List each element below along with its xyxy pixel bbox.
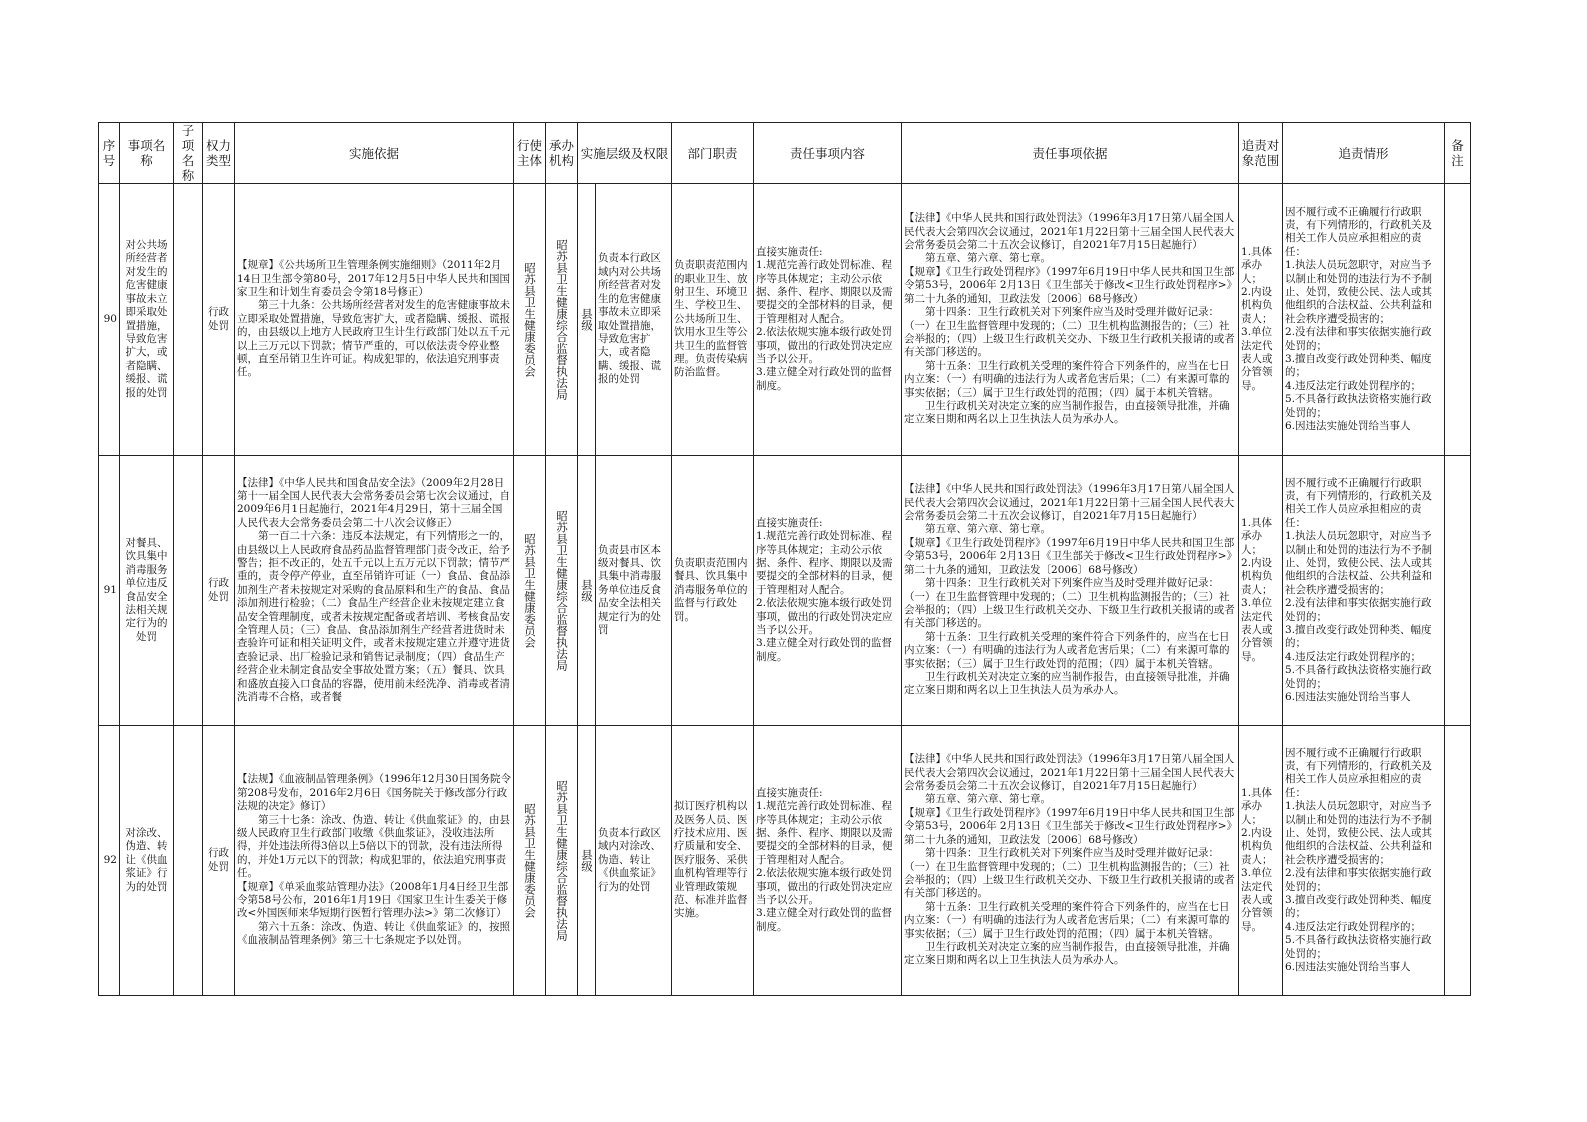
header-resp-content: 责任事项内容 xyxy=(754,123,902,184)
row-scope: 1.具体承办人； 2.内设机构负责人； 3.单位法定代表人或分管领导。 xyxy=(1241,786,1273,933)
row-power-type: 行政处罚 xyxy=(203,456,235,726)
row-resp-basis: 【法律】《中华人民共和国行政处罚法》（1996年3月17日第八届全国人民代表大会第四次会议通过，2021年1月22日第十三届全国人民代表大会常务委员会第二十五次会议修订，自2021年7月15日起施行） 第五章、第六章、第七章。 【规章】《卫生行政处罚程序》（1997年6月19日中华人民共和国卫生部令第53号，2006年 2月13日《卫生部关于修改<卫生行政处罚程序>》第二十九条的通知，卫政法发〔2006〕68号修改） 第十四条：卫生行政机关对下列案件应当及时受理并做好记录：（一）在卫生监督管理中发现的；（二）卫生机构监测报告的；（三）社会举报的；（四）上级卫生行政机关交办、下级卫生行政机关报请的或者有关部门移送的。 第十五条：卫生行政机关受理的案件符合下列条件的，应当在七日内立案：（一）有明确的违法行为人或者危害后果；（二）有来源可靠的事实依据；（三）属于卫生行政处罚的范围；（四）属于本机关管辖。 卫生行政机关对决定立案的应当制作报告，由直接领导批准，并确定立案日期和两名以上卫生执法人员为承办人。 xyxy=(904,753,1235,967)
row-resp-basis: 【法律】《中华人民共和国行政处罚法》（1996年3月17日第八届全国人民代表大会第四次会议通过，2021年1月22日第十三届全国人民代表大会常务委员会第二十五次会议修订，自2021年7月15日起施行） 第五章、第六章、第七章。 【规章】《卫生行政处罚程序》（1997年6月19日中华人民共和国卫生部令第53号，2006年 2月13日《卫生部关于修改<卫生行政处罚程序>》第二十九条的通知，卫政法发〔2006〕68号修改） 第十四条：卫生行政机关对下列案件应当及时受理并做好记录：（一）在卫生监督管理中发现的；（二）卫生机构监测报告的；（三）社会举报的；（四）上级卫生行政机关交办、下级卫生行政机关报请的或者有关部门移送的。 第十五条：卫生行政机关受理的案件符合下列条件的，应当在七日内立案：（一）有明确的违法行为人或者危害后果；（二）有来源可靠的事实依据；（三）属于卫生行政处罚的范围；（四）属于本机关管辖。 卫生行政机关对决定立案的应当制作报告，由直接领导批准，并确定立案日期和两名以上卫生执法人员为承办人。 xyxy=(904,212,1235,426)
row-item-name: 对公共场所经营者对发生的危害健康事故未立即采取处置措施，导致危害扩大，或者隐瞒、缓报、谎报的处罚 xyxy=(120,184,174,456)
header-subject: 行使主体 xyxy=(514,123,546,184)
header-seq: 序号 xyxy=(99,123,120,184)
row-remark xyxy=(1445,456,1471,726)
row-item-name: 对涂改、伪造、转让《供血浆证》行为的处罚 xyxy=(120,726,174,996)
header-basis: 实施依据 xyxy=(235,123,514,184)
header-remark: 备注 xyxy=(1445,123,1471,184)
row-duty: 拟订医疗机构以及医务人员、医疗技术应用、医疗质量和安全、医疗服务、采供血机构管理等行业管理政策规范、标准并监督实施。 xyxy=(674,800,748,920)
row-level-a: 县级 xyxy=(580,308,594,331)
row-remark xyxy=(1445,184,1471,456)
row-seq: 90 xyxy=(99,184,120,456)
table-row xyxy=(99,456,1471,726)
row-item-name: 对餐具、饮具集中消毒服务单位违反食品安全法相关规定行为的处罚 xyxy=(120,456,174,726)
row-power-type: 行政处罚 xyxy=(203,184,235,456)
row-level-b: 负责本行政区域内对公共场所经营者对发生的危害健康事故未立即采取处置措施，导致危害扩大，或者隐瞒、缓报、谎报的处罚 xyxy=(598,252,661,386)
row-power-type: 行政处罚 xyxy=(203,726,235,996)
row-seq: 91 xyxy=(99,456,120,726)
row-resp-content: 直接实施责任: 1.规范完善行政处罚标准、程序等具体规定；主动公示依据、条件、程序、期限以及需要提交的全部材料的目录，便于管理相对人配合。 2.依法依规实施本级行政处罚事项，做出的行政处罚决定应当予以公开。 3.建立健全对行政处罚的监督制度。 xyxy=(756,786,893,933)
header-agency: 承办机构 xyxy=(546,123,578,184)
row-scope: 1.具体承办人； 2.内设机构负责人； 3.单位法定代表人或分管领导。 xyxy=(1241,516,1273,663)
row-duty: 负责职责范围内餐具、饮具集中消毒服务单位的监督与行政处罚。 xyxy=(674,556,748,623)
row-agency: 昭苏县卫生健康综合监督执法局 xyxy=(555,239,569,400)
row-resp-content: 直接实施责任: 1.规范完善行政处罚标准、程序等具体规定；主动公示依据、条件、程序、期限以及需要提交的全部材料的目录，便于管理相对人配合。 2.依法依规实施本级行政处罚事项，做出的行政处罚决定应当予以公开。 3.建立健全对行政处罚的监督制度。 xyxy=(756,245,893,392)
row-situation: 因不履行或不正确履行行政职责，有下列情形的，行政机关及相关工作人员应承担相应的责任： 1.执法人员玩忽职守，对应当予以制止和处罚的违法行为不予制止、处罚，致使公民、法人或其他组织的合法权益、公共利益和社会秩序遭受损害的； 2.没有法律和事实依据实施行政处罚的； 3.擅自改变行政处罚种类、幅度的； 4.违反法定行政处罚程序的； 5.不具备行政执法资格实施行政处罚的； 6.因违法实施处罚给当事人 xyxy=(1285,746,1433,974)
row-subject: 昭苏县卫生健康委员会 xyxy=(523,803,537,918)
header-situation: 追责情形 xyxy=(1283,123,1445,184)
row-duty: 负责职责范围内的职业卫生、放射卫生、环境卫生、学校卫生、公共场所卫生、饮用水卫生等公共卫生的监督管理。负责传染病防治监督。 xyxy=(674,259,748,379)
row-situation: 因不履行或不正确履行行政职责，有下列情形的，行政机关及相关工作人员应承担相应的责任： 1.执法人员玩忽职守，对应当予以制止和处罚的违法行为不予制止、处罚，致使公民、法人或其他组织的合法权益、公共利益和社会秩序遭受损害的； 2.没有法律和事实依据实施行政处罚的； 3.擅自改变行政处罚种类、幅度的； 4.违反法定行政处罚程序的； 5.不具备行政执法资格实施行政处罚的； 6.因违法实施处罚给当事人 xyxy=(1285,476,1433,704)
row-scope: 1.具体承办人； 2.内设机构负责人； 3.单位法定代表人或分管领导。 xyxy=(1241,245,1273,392)
row-resp-content: 直接实施责任: 1.规范完善行政处罚标准、程序等具体规定；主动公示依据、条件、程序、期限以及需要提交的全部材料的目录，便于管理相对人配合。 2.依法依规实施本级行政处罚事项，做出的行政处罚决定应当予以公开。 3.建立健全对行政处罚的监督制度。 xyxy=(756,516,893,663)
row-basis: 【法律】《中华人民共和国食品安全法》（2009年2月28日第十一届全国人民代表大会常务委员会第七次会议通过，自2009年6月1日起施行，2021年4月29日，第十三届全国人民代表大会常务委员会第二十八次会议修正） 第一百二十六条：违反本法规定，有下列情形之一的，由县级以上人民政府食品药品监督管理部门责令改正，给予警告；拒不改正的，处五千元以上五万元以下罚款；情节严重的，责令停产停业，直至吊销许可证（一）食品、食品添加剂生产者未按规定对采购的食品原料和生产的食品、食品添加剂进行检验；（二）食品生产经营企业未按规定建立食品安全管理制度，或者未按规定配备或者培训、考核食品安全管理人员；（三）食品、食品添加剂生产经营者进货时未查验许可证和相关证明文件，或者未按规定建立并遵守进货查验记录、出厂检验记录和销售记录制度；（四）食品生产经营企业未制定食品安全事故处置方案；（五）餐具、饮具和盛放直接入口食品的容器，使用前未经洗净、消毒或者清洗消毒不合格，或者餐 xyxy=(237,476,510,704)
row-subject: 昭苏县卫生健康委员会 xyxy=(523,533,537,648)
row-seq: 92 xyxy=(99,726,120,996)
row-level-b: 负责县市区本级对餐具、饮具集中消毒服务单位违反食品安全法相关规定行为的处罚 xyxy=(598,543,661,637)
row-level-a: 县级 xyxy=(580,849,594,872)
row-agency: 昭苏县卫生健康综合监督执法局 xyxy=(555,780,569,941)
header-scope: 追责对象范围 xyxy=(1239,123,1283,184)
row-situation: 因不履行或不正确履行行政职责，有下列情形的，行政机关及相关工作人员应承担相应的责任： 1.执法人员玩忽职守，对应当予以制止和处罚的违法行为不予制止、处罚，致使公民、法人或其他组织的合法权益、公共利益和社会秩序遭受损害的； 2.没有法律和事实依据实施行政处罚的； 3.擅自改变行政处罚种类、幅度的； 4.违反法定行政处罚程序的； 5.不具备行政执法资格实施行政处罚的； 6.因违法实施处罚给当事人 xyxy=(1285,205,1433,433)
row-basis: 【规章】《公共场所卫生管理条例实施细则》（2011年2月14日卫生部令第80号，2017年12月5日中华人民共和国国家卫生和计划生育委员会令第18号修正） 第三十九条：公共场所经营者对发生的危害健康事故未立即采取处置措施，导致危害扩大，或者隐瞒、缓报、谎报的，由县级以上地方人民政府卫生计生行政部门处以五千元以上三万元以下罚款；情节严重的，可以依法责令停业整顿，直至吊销卫生许可证。构成犯罪的，依法追究刑事责任。 xyxy=(237,259,510,379)
header-row xyxy=(99,123,1471,184)
table-row xyxy=(99,726,1471,996)
row-basis: 【法规】《血液制品管理条例》（1996年12月30日国务院令第208号发布，2016年2月6日《国务院关于修改部分行政法规的决定》修订） 第三十七条：涂改、伪造、转让《供血浆证》的，由县级人民政府卫生行政部门收缴《供血浆证》，没收违法所得，并处违法所得3倍以上5倍以下的罚款，没有违法所得的，并处1万元以下的罚款；构成犯罪的，依法追究刑事责任。 【规章】《单采血浆站管理办法》（2008年1月4日经卫生部令第58号公布，2016年1月19日《国家卫生计生委关于修改<外国医师来华短期行医暂行管理办法>》第二次修订） 第六十五条：涂改、伪造、转让《供血浆证》的，按照《血液制品管理条例》第三十七条规定予以处罚。 xyxy=(237,773,511,947)
header-duty: 部门职责 xyxy=(672,123,754,184)
row-sub-name xyxy=(174,456,203,726)
row-level-a: 县级 xyxy=(580,579,594,602)
header-power-type: 权力类型 xyxy=(203,123,235,184)
row-remark xyxy=(1445,726,1471,996)
header-sub-name: 子项名称 xyxy=(174,123,203,184)
row-sub-name xyxy=(174,726,203,996)
header-item-name: 事项名称 xyxy=(120,123,174,184)
header-resp-basis: 责任事项依据 xyxy=(902,123,1239,184)
responsibility-table xyxy=(98,122,1471,996)
row-agency: 昭苏县卫生健康综合监督执法局 xyxy=(555,510,569,671)
header-level: 实施层级及权限 xyxy=(578,123,672,184)
row-subject: 昭苏县卫生健康委员会 xyxy=(523,262,537,377)
row-sub-name xyxy=(174,184,203,456)
row-level-b: 负责本行政区域内对涂改、伪造、转让《供血浆证》行为的处罚 xyxy=(598,826,661,893)
table-row xyxy=(99,184,1471,456)
row-resp-basis: 【法律】《中华人民共和国行政处罚法》（1996年3月17日第八届全国人民代表大会第四次会议通过，2021年1月22日第十三届全国人民代表大会常务委员会第二十五次会议修订，自2021年7月15日起施行） 第五章、第六章、第七章。 【规章】《卫生行政处罚程序》（1997年6月19日中华人民共和国卫生部令第53号，2006年 2月13日《卫生部关于修改<卫生行政处罚程序>》第二十九条的通知，卫政法发〔2006〕68号修改） 第十四条：卫生行政机关对下列案件应当及时受理并做好记录：（一）在卫生监督管理中发现的；（二）卫生机构监测报告的；（三）社会举报的；（四）上级卫生行政机关交办、下级卫生行政机关报请的或者有关部门移送的。 第十五条：卫生行政机关受理的案件符合下列条件的，应当在七日内立案：（一）有明确的违法行为人或者危害后果；（二）有来源可靠的事实依据；（三）属于卫生行政处罚的范围；（四）属于本机关管辖。 卫生行政机关对决定立案的应当制作报告，由直接领导批准，并确定立案日期和两名以上卫生执法人员为承办人。 xyxy=(904,483,1235,697)
